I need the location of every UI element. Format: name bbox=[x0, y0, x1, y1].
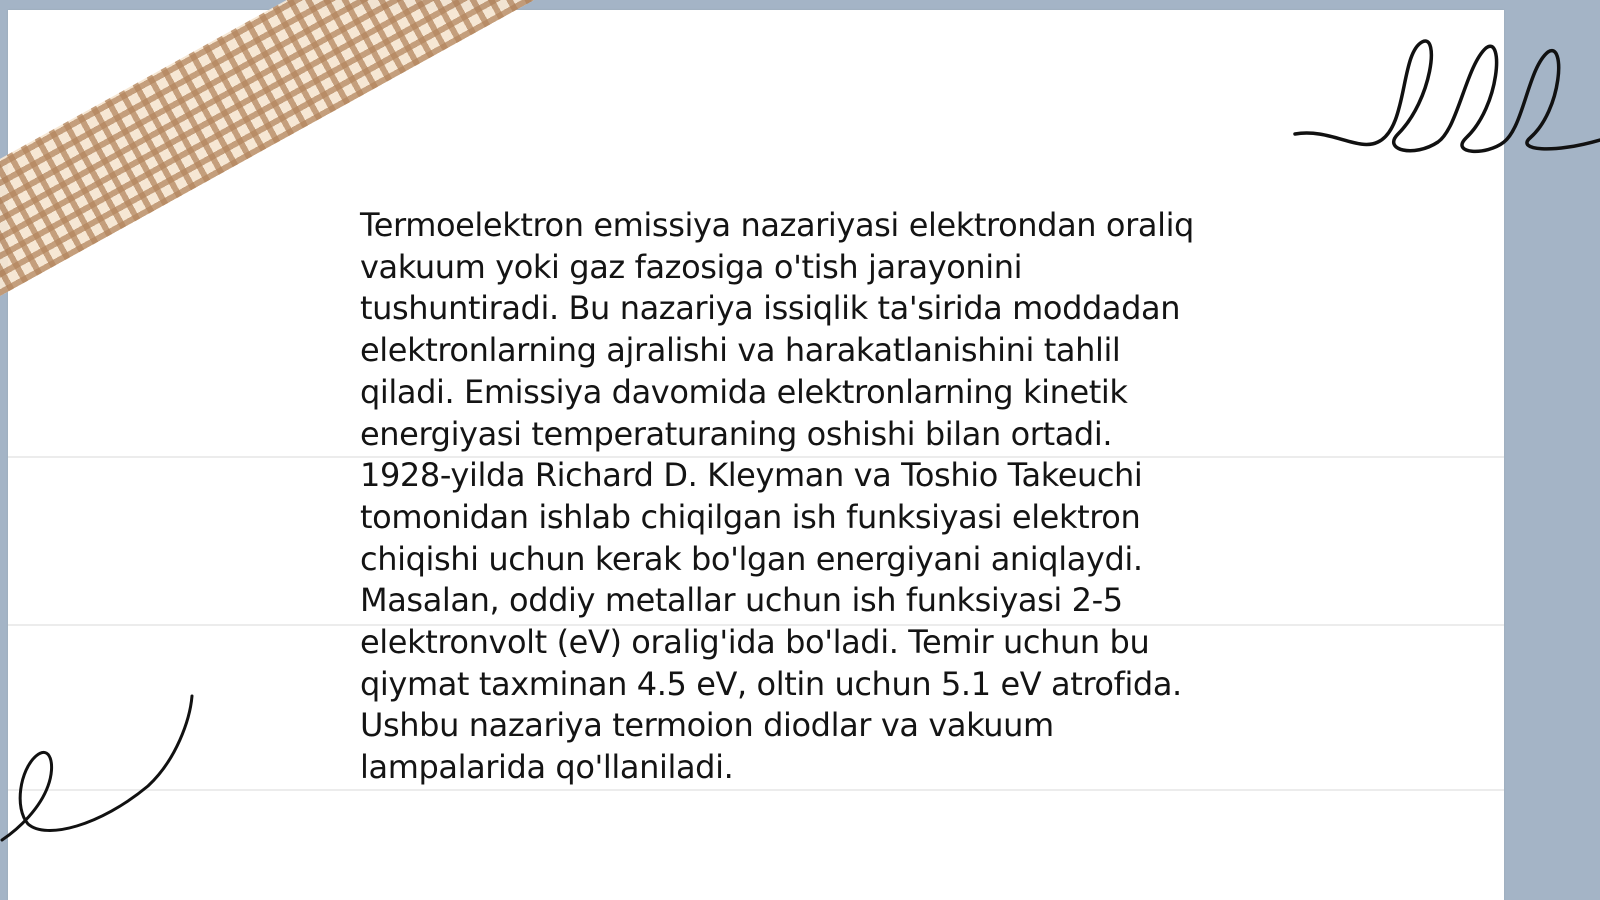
paper-rule-line bbox=[8, 789, 1504, 791]
slide-body-text: Termoelektron emissiya nazariyasi elektrondan oraliq vakuum yoki gaz fazosiga o'tish jarayonini tushuntiradi. Bu nazariya issiqlik ta'sirida moddadan elektronlarning ajralishi va harakatlanishini tahlil qiladi. Emissiya davomida elektronlarning kinetik energiyasi temperaturaning oshishi bilan ortadi. 1928-yilda Richard D. Kleyman va Toshio Takeuchi tomonidan ishlab chiqilgan ish funksiyasi elektron chiqishi uchun kerak bo'lgan energiyani aniqlaydi. Masalan, oddiy metallar uchun ish funksiyasi 2-5 elektronvolt (eV) oralig'ida bo'ladi. Temir uchun bu qiymat taxminan 4.5 eV, oltin uchun 5.1 eV atrofida. Ushbu nazariya termoion diodlar va vakuum lampalarida qo'llaniladi. bbox=[360, 206, 1194, 787]
loop-swirl-icon bbox=[0, 690, 200, 850]
loop-scribble-icon bbox=[1290, 30, 1600, 165]
